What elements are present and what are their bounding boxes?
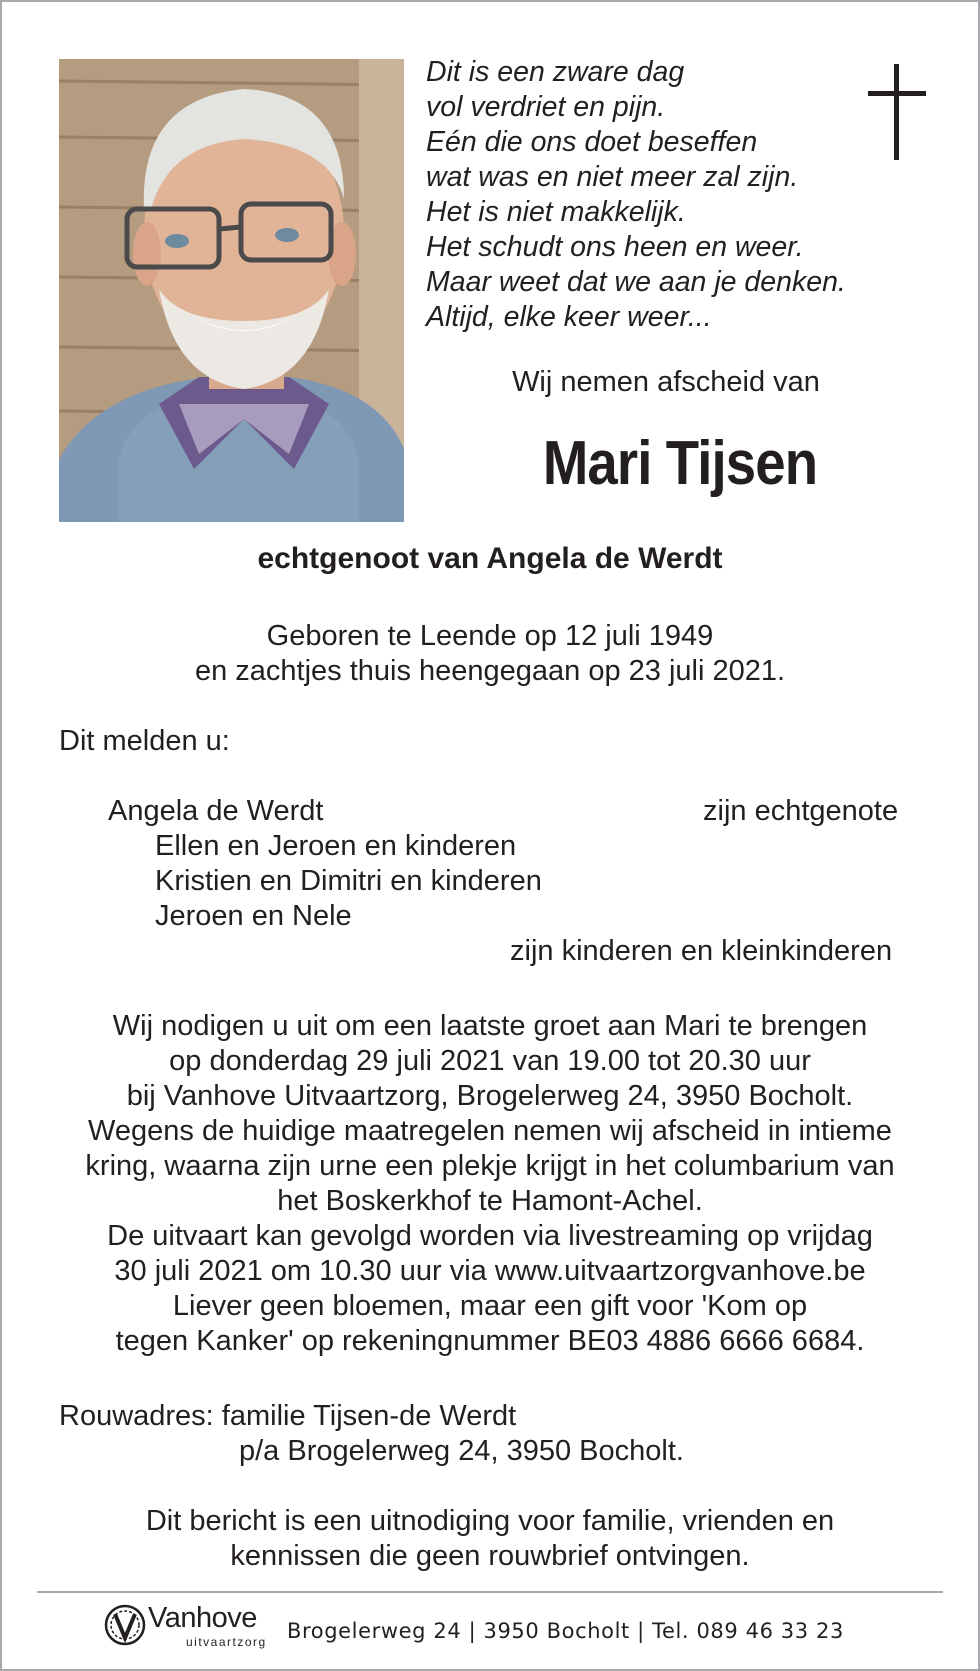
ceremony-line: Wegens de huidige maatregelen nemen wij afscheid in intieme [88,1115,892,1147]
poem-line: Dit is een zware dag [426,56,685,88]
spouse-line: echtgenoot van Angela de Werdt [257,542,723,575]
family-spouse: Angela de Werdt [108,795,324,827]
footer-address: Brogelerweg 24 | 3950 Bocholt | Tel. 089 46 33 23 [287,1619,844,1643]
vanhove-logo-icon [102,1602,148,1648]
family-child: Jeroen en Nele [155,900,352,932]
poem-line: Eén die ons doet beseffen [426,126,758,158]
announce-heading: Dit melden u: [59,725,230,757]
born-line: Geboren te Leende op 12 juli 1949 [266,620,714,652]
rouwadres-address: p/a Brogelerweg 24, 3950 Bocholt. [239,1435,684,1467]
ceremony-line: 30 juli 2021 om 10.30 uur via www.uitvaartzorgvanhove.be [114,1255,866,1287]
footnote [2,1504,978,1574]
portrait-photo [59,59,404,522]
passed-line: en zachtjes thuis heengegaan op 23 juli 2021. [194,655,786,687]
ceremony-line: bij Vanhove Uitvaartzorg, Brogelerweg 24, 3950 Bocholt. [126,1080,854,1112]
footnote-line: kennissen die geen rouwbrief ontvingen. [230,1540,750,1572]
poem-line: Het is niet makkelijk. [426,196,686,228]
footnote-line: Dit bericht is een uitnodiging voor familie, vrienden en [145,1505,835,1537]
footer-divider [37,1591,943,1593]
logo-name: Vanhove [148,1602,257,1634]
cross-icon [868,64,926,160]
intro-text: Wij nemen afscheid van [512,366,820,398]
rouwadres-line: Rouwadres: familie Tijsen-de Werdt [59,1400,517,1432]
family-child: Ellen en Jeroen en kinderen [155,830,517,862]
deceased-name: Mari Tijsen [542,429,818,498]
ceremony-line: op donderdag 29 juli 2021 van 19.00 tot 20.30 uur [169,1045,811,1077]
poem-line: vol verdriet en pijn. [426,91,666,123]
logo-subtitle: uitvaartzorg [186,1635,267,1649]
family-children-role: zijn kinderen en kleinkinderen [510,935,893,967]
ceremony-info [22,1009,958,1359]
poem-line: Altijd, elke keer weer... [426,301,712,333]
poem-line: Maar weet dat we aan je denken. [426,266,846,298]
ceremony-line: Liever geen bloemen, maar een gift voor 'Kom op [172,1290,808,1322]
poem-line: wat was en niet meer zal zijn. [426,161,799,193]
birth-death-info [2,619,978,689]
ceremony-line: Wij nodigen u uit om een laatste groet aan Mari te brengen [112,1010,868,1042]
family-spouse-role: zijn echtgenote [703,795,899,827]
portrait-illustration [59,59,404,522]
family-child: Kristien en Dimitri en kinderen [155,865,542,897]
poem-line: Het schudt ons heen en weer. [426,231,804,263]
poem [426,55,906,335]
vanhove-logo [102,1600,272,1654]
ceremony-line: kring, waarna zijn urne een plekje krijgt in het columbarium van [85,1150,895,1182]
ceremony-line: tegen Kanker' op rekeningnummer BE03 4886 6666 6684. [115,1325,865,1357]
ceremony-line: De uitvaart kan gevolgd worden via livestreaming op vrijdag [107,1220,873,1252]
ceremony-line: het Boskerkhof te Hamont-Achel. [277,1185,703,1217]
